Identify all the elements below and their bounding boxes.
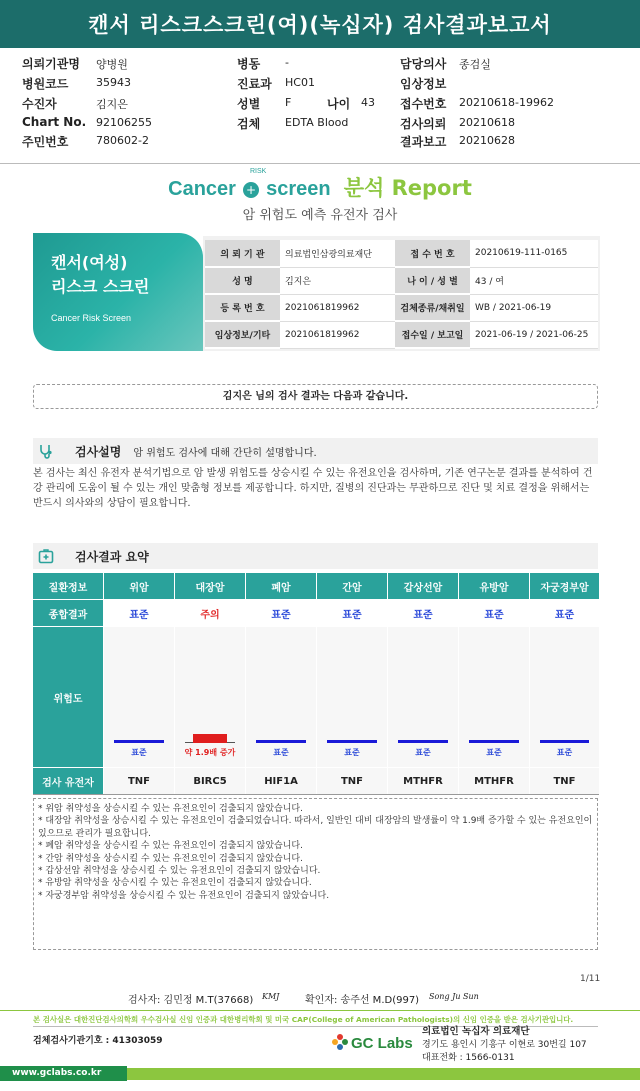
logo-risk: RISK — [250, 168, 267, 175]
note-line: * 위암 취약성을 상승시킬 수 있는 유전요인이 검출되지 않았습니다. — [38, 804, 303, 814]
table-key: 등 록 번 호 — [205, 294, 280, 321]
header-label: 결과보고 — [400, 135, 447, 149]
result-notes — [33, 798, 598, 950]
risk-bar — [327, 740, 377, 743]
table-value: 2021061819962 — [280, 294, 395, 321]
table-key: 나 이 / 성 별 — [395, 267, 470, 294]
disease-name: 대장암 — [175, 573, 245, 599]
note-line: * 간암 취약성을 상승시킬 수 있는 유전요인이 검출되지 않았습니다. — [38, 853, 303, 864]
patient-table — [205, 240, 598, 349]
table-value: 김지은 — [280, 267, 395, 294]
header-label: 의뢰기관명 — [22, 57, 80, 71]
disease-name: 폐암 — [246, 573, 316, 599]
risk-label: 표준 — [415, 748, 431, 757]
gene-row — [33, 768, 599, 795]
section-header-summary — [33, 543, 598, 569]
risk-bar — [469, 740, 519, 743]
brand-name: GC Labs — [351, 1035, 413, 1052]
header-value: 20210628 — [459, 134, 515, 147]
examiner-signature: KMJ — [262, 992, 280, 1001]
overall-result: 표준 — [317, 600, 387, 626]
overall-result: 표준 — [246, 600, 316, 626]
header-label: 진료과 — [237, 77, 272, 91]
row-label: 종합결과 — [33, 600, 103, 626]
table-key: 접수일 / 보고일 — [395, 321, 470, 348]
header-value: EDTA Blood — [285, 116, 349, 129]
header-value: 종검실 — [459, 58, 491, 71]
card-title: 캔서(여성) — [51, 253, 128, 272]
header-value: 김지은 — [96, 98, 128, 111]
disease-name: 자궁경부암 — [530, 573, 599, 599]
risk-bar — [114, 740, 164, 743]
disease-name: 간암 — [317, 573, 387, 599]
section-title: 검사결과 요약 — [75, 549, 149, 564]
card-english: Cancer Risk Screen — [51, 313, 132, 323]
divider — [0, 1010, 640, 1011]
note-line: * 갑상선암 취약성을 상승시킬 수 있는 유전요인이 검출되지 않았습니다. — [38, 866, 321, 877]
disease-row — [33, 573, 599, 599]
gclabs-cross-icon — [332, 1034, 348, 1050]
header-label: 주민번호 — [22, 135, 69, 149]
table-value: 2021-06-19 / 2021-06-25 — [470, 321, 598, 348]
card-title: 리스크 스크린 — [51, 277, 150, 296]
header-label: 수진자 — [22, 97, 57, 111]
table-value: 20210619-111-0165 — [470, 240, 598, 267]
table-key: 임상정보/기타 — [205, 321, 280, 348]
table-key: 성 명 — [205, 267, 280, 294]
gene-name: BIRC5 — [175, 768, 245, 794]
note-line: * 유방암 취약성을 상승시킬 수 있는 유전요인이 검출되지 않았습니다. — [38, 878, 312, 889]
description-text: 본 검사는 최신 유전자 분석기법으로 암 발생 위험도를 상승시킬 수 있는 유전요인을 검사하며, 기존 연구논문 결과를 분석하여 건강 관리에 도움이 될 수 있는 개인 맞춤형 정보를 제공합니다. 하지만, 질병의 진단과는 무관하므로 진단 및 치료 결정을 위해서는 반드시 의사와의 상담이 필요합니다. — [33, 468, 593, 509]
risk-cell — [530, 627, 599, 767]
header-value: 43 — [361, 96, 375, 109]
disease-name: 갑상선암 — [388, 573, 458, 599]
table-key: 의 뢰 기 관 — [205, 240, 280, 267]
gene-name: TNF — [104, 768, 174, 794]
table-value: 의료법인삼광의료재단 — [280, 240, 395, 267]
row-label: 위험도 — [33, 627, 103, 767]
risk-cell — [459, 627, 529, 767]
certification-text: 본 검사실은 대한진단검사의학회 우수검사실 신임 인증과 대한병리학회 및 미국 CAP(College of American Pathologists)의 신임 인증을 받은 검사기관입니다. — [33, 1015, 574, 1024]
org-phone: 대표전화 : 1566-0131 — [422, 1053, 515, 1063]
divider — [0, 163, 640, 164]
table-row — [205, 267, 598, 294]
risk-label: 표준 — [486, 748, 502, 757]
risk-cell — [246, 627, 316, 767]
page-subtitle: 암 위험도 예측 유전자 검사 — [242, 208, 398, 223]
overall-result: 표준 — [388, 600, 458, 626]
header-value: F — [285, 96, 292, 109]
risk-cell — [317, 627, 387, 767]
product-card — [33, 233, 203, 351]
examiner: 검사자: 김민정 M.T(37668) — [128, 995, 254, 1006]
report-title: 캔서 리스크스크린(여)(녹십자) 검사결과보고서 — [0, 0, 640, 48]
result-intro: 김지은 님의 검사 결과는 다음과 같습니다. — [33, 384, 598, 409]
header-value: 780602-2 — [96, 134, 149, 147]
risk-cell — [388, 627, 458, 767]
header-label: 임상정보 — [400, 77, 447, 91]
gene-name: MTHFR — [388, 768, 458, 794]
institution-code: 검체검사기관기호 : 41303059 — [33, 1036, 163, 1046]
table-row — [205, 240, 598, 267]
note-line: * 대장암 취약성을 상승시킬 수 있는 유전요인이 검출되었습니다. 따라서, 일반인 대비 대장암의 발생률이 약 1.9배 증가할 수 있는 유전요인이 있으므로 관리가 필요합니다. — [38, 816, 593, 839]
risk-label: 표준 — [273, 748, 289, 757]
stethoscope-icon — [33, 438, 59, 464]
note-line: * 폐암 취약성을 상승시킬 수 있는 유전요인이 검출되지 않았습니다. — [38, 841, 303, 852]
overall-result: 표준 — [459, 600, 529, 626]
header-value: 92106255 — [96, 116, 152, 129]
website-link[interactable]: www.gclabs.co.kr — [0, 1066, 127, 1081]
logo-report: 분석 Report — [343, 176, 472, 200]
header-label: 병동 — [237, 57, 261, 71]
overall-result: 표준 — [104, 600, 174, 626]
disease-name: 유방암 — [459, 573, 529, 599]
header-label: 성별 — [237, 97, 261, 111]
risk-label: 표준 — [344, 748, 360, 757]
disease-name: 위암 — [104, 573, 174, 599]
header-value: 20210618-19962 — [459, 96, 554, 109]
header-value: 20210618 — [459, 116, 515, 129]
gene-name: TNF — [317, 768, 387, 794]
org-name: 의료법인 녹십자 의료재단 — [422, 1026, 530, 1037]
risk-bar — [256, 740, 306, 743]
risk-cell — [175, 627, 245, 767]
risk-label: 표준 — [556, 748, 573, 757]
row-label: 질환정보 — [33, 573, 103, 599]
plus-icon: + — [243, 182, 259, 198]
page-number: 1/11 — [580, 974, 601, 984]
header-label: Chart No. — [22, 115, 87, 129]
header-label: 검체 — [237, 117, 261, 131]
header-label: 접수번호 — [400, 97, 447, 111]
risk-label: 약 1.9배 증가 — [184, 748, 236, 757]
report-header — [0, 53, 640, 153]
overall-result: 주의 — [175, 600, 245, 626]
risk-bar — [193, 734, 227, 743]
logo-word: Cancer — [168, 178, 236, 200]
risk-row — [33, 627, 599, 767]
logo-word: screen — [266, 178, 331, 200]
gene-name: TNF — [530, 768, 599, 794]
verifier-signature: Song Ju Sun — [429, 992, 479, 1001]
gene-name: HIF1A — [246, 768, 316, 794]
header-label: 담당의사 — [400, 57, 447, 71]
table-value: WB / 2021-06-19 — [470, 294, 598, 321]
overall-row — [33, 600, 599, 626]
table-key: 검체종류/채취일 — [395, 294, 470, 321]
org-address: 경기도 용인시 기흥구 이현로 30번길 107 — [422, 1040, 587, 1050]
cancer-screen-logo — [0, 168, 640, 200]
table-key: 접 수 번 호 — [395, 240, 470, 267]
header-label: 나이 — [327, 97, 351, 111]
header-value: - — [285, 56, 289, 69]
organization-info — [422, 1025, 587, 1065]
risk-cell — [104, 627, 174, 767]
row-label: 검사 유전자 — [33, 768, 103, 794]
gclabs-logo — [332, 1034, 413, 1052]
section-title: 검사설명 — [75, 444, 122, 459]
header-value: HC01 — [285, 76, 315, 89]
table-row — [205, 321, 598, 348]
verifier: 확인자: 송주선 M.D(997) — [305, 995, 420, 1006]
table-value: 2021061819962 — [280, 321, 395, 348]
overall-result: 표준 — [530, 600, 599, 626]
medical-kit-icon — [33, 543, 59, 569]
risk-bar — [398, 740, 448, 743]
header-value: 양병원 — [96, 58, 128, 71]
header-value: 35943 — [96, 76, 131, 89]
table-row — [205, 294, 598, 321]
table-value: 43 / 여 — [470, 267, 598, 294]
risk-label: 표준 — [131, 748, 147, 757]
header-label: 병원코드 — [22, 77, 69, 91]
risk-bar — [540, 740, 589, 743]
section-header-description — [33, 438, 598, 464]
section-subtitle: 암 위험도 검사에 대해 간단히 설명합니다. — [133, 447, 317, 459]
note-line: * 자궁경부암 취약성을 상승시킬 수 있는 유전요인이 검출되지 않았습니다. — [38, 890, 330, 901]
gene-name: MTHFR — [459, 768, 529, 794]
header-label: 검사의뢰 — [400, 117, 447, 131]
